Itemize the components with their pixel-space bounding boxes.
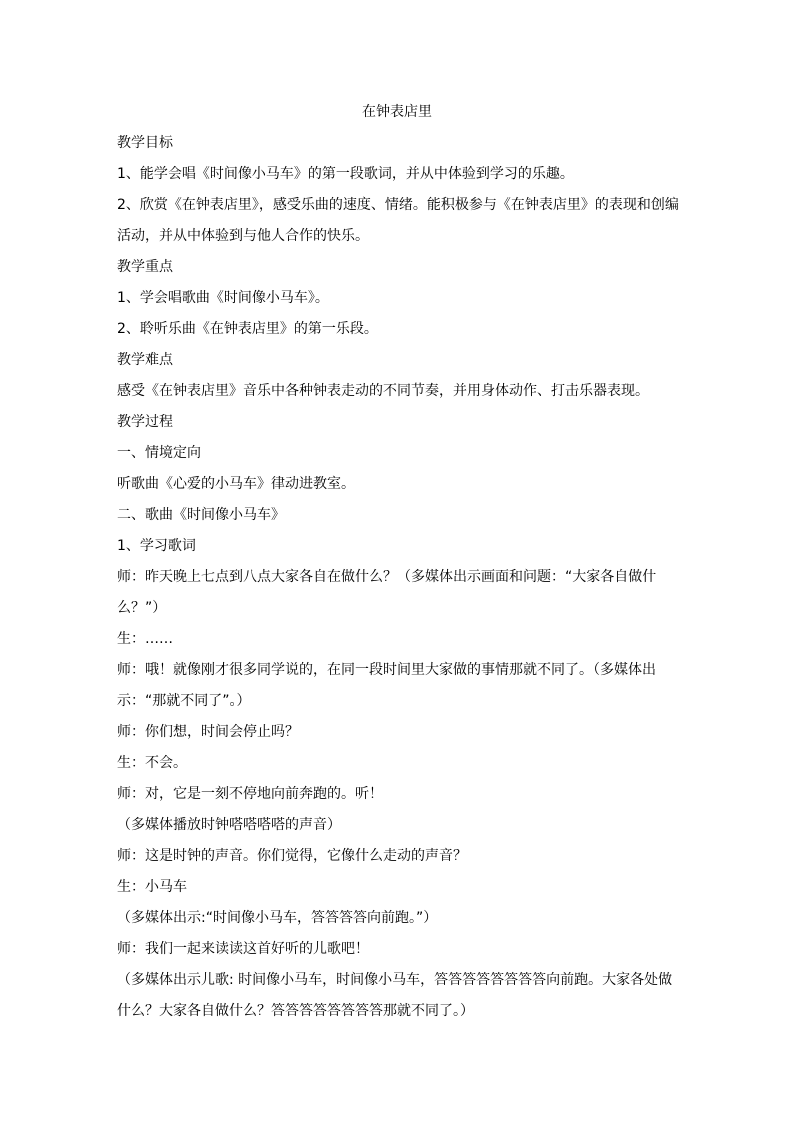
paragraph: 一、情境定向 — [117, 445, 201, 461]
paragraph: 师：你们想，时间会停止吗？ — [117, 724, 299, 740]
paragraph: （多媒体出示:“时间像小马车，答答答答向前跑。”） — [117, 910, 438, 926]
paragraph: 2、欣赏《在钟表店里》，感受乐曲的速度、情绪。能积极参与《在钟表店里》的表现和创编活动，并从中体验到与他人合作的快乐。 — [117, 197, 679, 244]
paragraph: 生：不会。 — [117, 755, 187, 771]
document-body — [117, 128, 679, 1027]
section-heading-process: 教学过程 — [117, 414, 173, 430]
paragraph: 1、学会唱歌曲《时间像小马车》。 — [117, 290, 329, 306]
paragraph: 生：小马车 — [117, 879, 187, 895]
section-heading-difficulties: 教学难点 — [117, 352, 173, 368]
paragraph: 师：我们一起来读读这首好听的儿歌吧！ — [117, 941, 369, 957]
document-title: 在钟表店里 — [362, 104, 432, 120]
paragraph: 2、聆听乐曲《在钟表店里》的第一乐段。 — [117, 321, 378, 337]
paragraph: 听歌曲《心爱的小马车》律动进教室。 — [117, 476, 355, 492]
section-heading-key-points: 教学重点 — [117, 259, 173, 275]
paragraph: 1、学习歌词 — [117, 538, 196, 554]
paragraph: 二、歌曲《时间像小马车》 — [117, 507, 285, 523]
paragraph: （多媒体出示儿歌: 时间像小马车，时间像小马车，答答答答答答答答向前跑。大家各处做什么？大家各自做什么？答答答答答答答答那就不同了。） — [117, 972, 673, 1019]
paragraph: 师：哦！就像刚才很多同学说的，在同一段时间里大家做的事情那就不同了。（多媒体出示：“那就不同了”。） — [117, 662, 656, 709]
paragraph: 师：昨天晚上七点到八点大家各自在做什么？（多媒体出示画面和问题：“大家各自做什么？”） — [117, 569, 657, 616]
section-heading-objectives: 教学目标 — [117, 135, 173, 151]
paragraph: （多媒体播放时钟嗒嗒嗒嗒的声音） — [117, 817, 341, 833]
paragraph: 生：…… — [117, 631, 173, 647]
paragraph: 1、能学会唱《时间像小马车》的第一段歌词，并从中体验到学习的乐趣。 — [117, 166, 574, 182]
paragraph: 师：对，它是一刻不停地向前奔跑的。听！ — [117, 786, 383, 802]
paragraph: 感受《在钟表店里》音乐中各种钟表走动的不同节奏，并用身体动作、打击乐器表现。 — [117, 383, 649, 399]
paragraph: 师：这是时钟的声音。你们觉得，它像什么走动的声音？ — [117, 848, 467, 864]
